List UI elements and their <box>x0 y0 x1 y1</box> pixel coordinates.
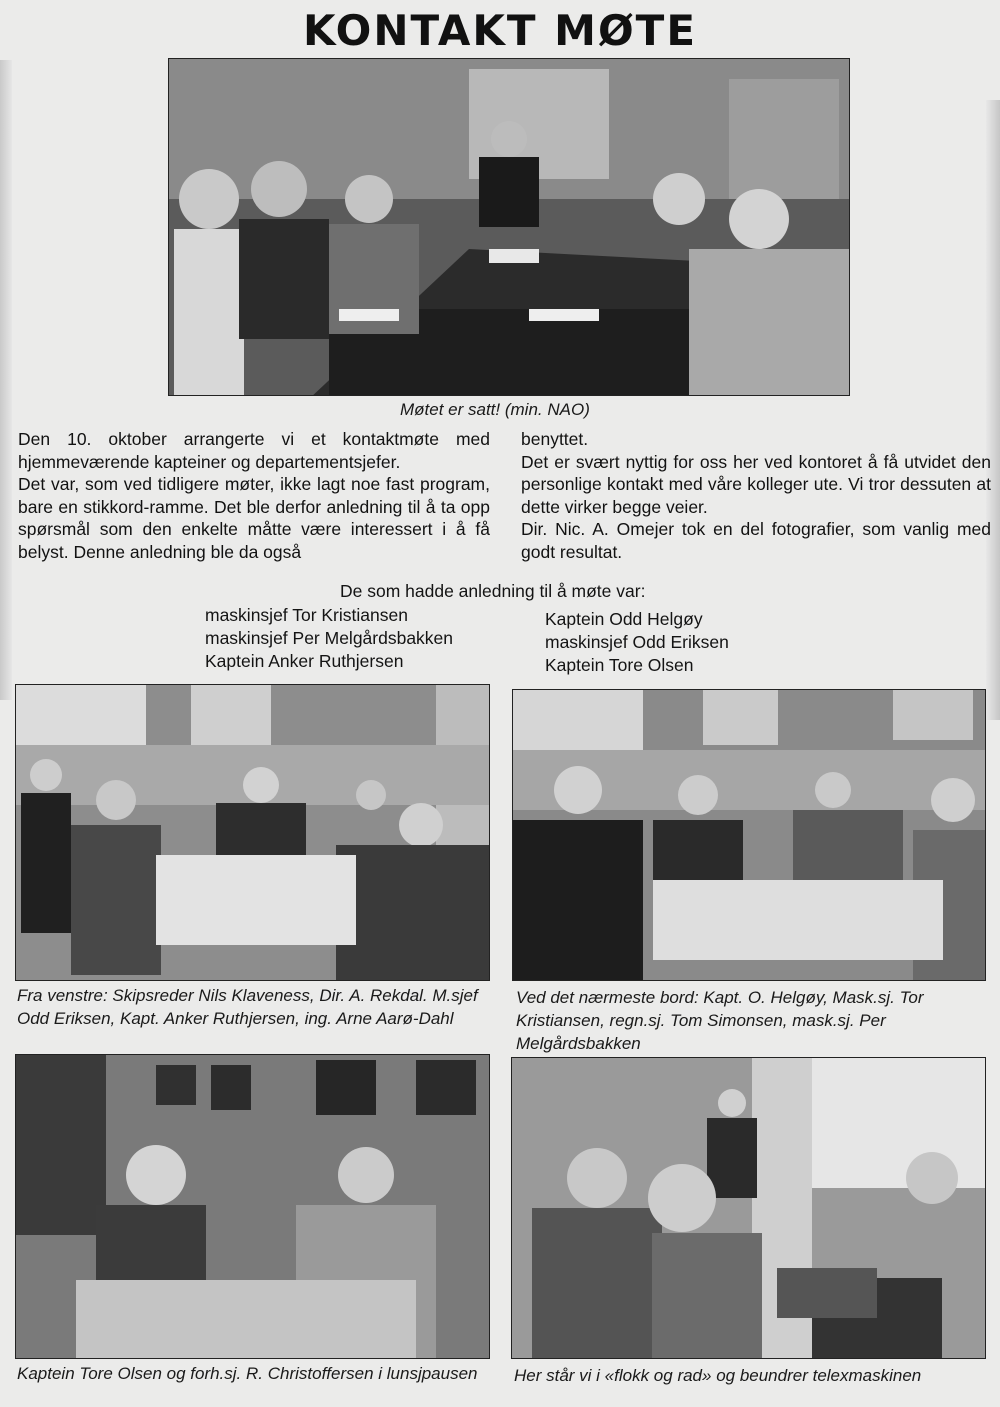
photo-telex-machine <box>511 1057 986 1359</box>
photo-caption: Kaptein Tore Olsen og forh.sj. R. Christoffersen i lunsjpausen <box>17 1364 478 1383</box>
body-paragraph: Den 10. oktober arrangerte vi et kontaktmøte med hjemmeværende kapteiner og departementsjefer. <box>18 429 490 472</box>
attendee-name: maskinsjef Odd Eriksen <box>545 632 729 652</box>
attendees-heading: De som hadde anledning til å møte var: <box>340 581 646 601</box>
attendee-name: maskinsjef Per Melgårdsbakken <box>205 628 454 648</box>
body-text-right-column <box>521 428 991 563</box>
body-paragraph: benyttet. <box>521 429 589 449</box>
body-paragraph: Det var, som ved tidligere møter, ikke lagt noe fast program, bare en stikkord-ramme. Det ble derfor anledning til å ta opp spørsmål som den enkelte måtte være interessert i å få belyst. Denne anledning ble da også <box>18 474 490 562</box>
top-photo-caption: Møtet er satt! (min. NAO) <box>400 400 590 419</box>
photo-caption: Her står vi i «flokk og rad» og beundrer telexmaskinen <box>514 1366 922 1385</box>
attendees-list-right <box>545 608 729 677</box>
page-title: KONTAKT MØTE <box>302 6 698 55</box>
attendee-name: Kaptein Tore Olsen <box>545 655 694 675</box>
attendee-name: Kaptein Odd Helgøy <box>545 609 703 629</box>
attendee-name: maskinsjef Tor Kristiansen <box>205 605 408 625</box>
photo-lunch-break <box>15 1054 490 1359</box>
attendees-list-left <box>205 604 453 673</box>
page-edge-right <box>986 100 1000 720</box>
body-text-left-column <box>18 428 490 563</box>
photo-table-group-right <box>512 689 986 981</box>
page-edge-left <box>0 60 12 700</box>
photo-caption: Fra venstre: Skipsreder Nils Klaveness, Dir. A. Rekdal. M.sjef Odd Eriksen, Kapt. Anker Ruthjersen, ing. Arne Aarø-Dahl <box>17 986 478 1028</box>
body-paragraph: Dir. Nic. A. Omejer tok en del fotografier, som vanlig med godt resultat. <box>521 519 991 562</box>
body-paragraph: Det er svært nyttig for oss her ved kontoret å få utvidet den personlige kontakt med våre kolleger ute. Vi tror dessuten at dette virker begge veier. <box>521 451 991 517</box>
photo-caption: Ved det nærmeste bord: Kapt. O. Helgøy, Mask.sj. Tor Kristiansen, regn.sj. Tom Simonsen, mask.sj. Per Melgårdsbakken <box>516 988 924 1053</box>
top-meeting-photo <box>168 58 850 396</box>
photo-table-group-left <box>15 684 490 981</box>
attendee-name: Kaptein Anker Ruthjersen <box>205 651 404 671</box>
